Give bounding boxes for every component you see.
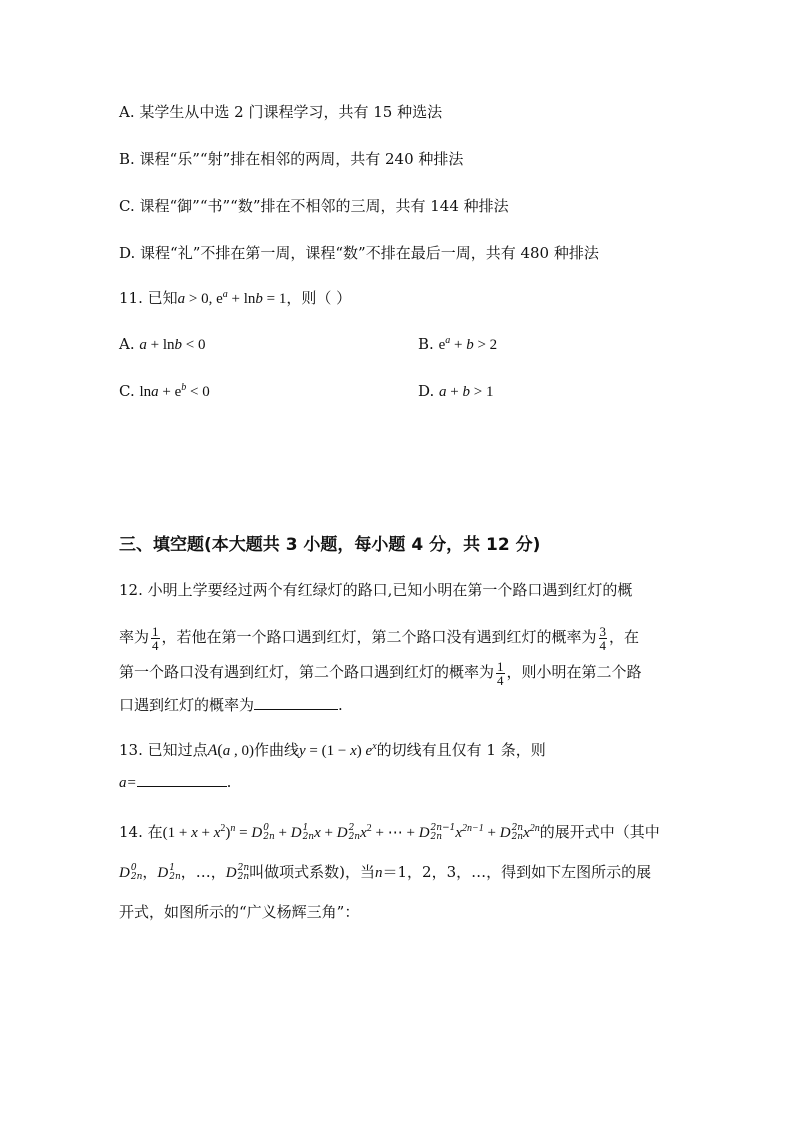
q11-prefix: 11. 已知 [119,289,178,307]
q14-line-1: 14. 在$(1 + x + x^2)^n = D$ 0 2n + D 1 2n x + D 2 2n $x^2$ + ⋯ + D 2n−1 2n $x^{2n-1} + D$ 2n 2n $x^{2n}$的展开式中（其中 [119,823,660,842]
q14-text: 叫做项式系数)，当 [249,863,376,881]
q12-line-4 [119,695,343,715]
fraction-one-quarter: $\frac{1}{4}$ [152,623,159,653]
q11-option-b-label: B. [418,335,434,353]
q14-text: ＝1，2，3，…，得到如下左图所示的展 [382,863,652,881]
q12-line-2 [119,622,639,652]
q12-text: 率为 [119,628,150,646]
q14-line-3: 开式，如图所示的“广义杨辉三角”： [119,903,360,921]
q11-stem: 11. 已知a > 0, $e^a + \ln b = 1$，则（ ） [119,289,352,307]
q10-option-c: C. 课程“御”“书”“数”排在不相邻的三周，共有 144 种排法 [119,197,509,215]
answer-blank[interactable] [254,695,338,710]
fraction-one-quarter: $\frac{1}{4}$ [497,658,504,688]
q12-text: ，则小明在第二个路 [506,663,642,681]
q13-line-1: 13. 已知过点A(a , 0)作曲线y = (1 − x) $e^x$的切线有且仅有 1 条，则 [119,741,546,759]
q13-text: 13. 已知过点 [119,741,208,759]
q11-condition: a [177,291,186,307]
q13-text: 作曲线 [253,741,299,759]
q11-option-d-label: D. [418,382,435,400]
q13-answer-label: a= [119,775,137,791]
answer-blank[interactable] [137,772,227,787]
q10-option-d: D. 课程“礼”不排在第一周，课程“数”不排在最后一周，共有 480 种排法 [119,244,599,262]
q14-text: 的展开式中（其中 [539,823,660,841]
q12-text: 口遇到红灯的概率为 [119,696,255,714]
q11-option-c-label: C. [119,382,135,400]
q13-line-2 [119,772,231,793]
q11-option-b: B. $e^a + b > 2$ [418,335,498,353]
q12-line-1: 12. 小明上学要经过两个有红绿灯的路口,已知小明在第一个路口遇到红灯的概 [119,581,633,599]
fraction-three-quarters: $\frac{3}{4}$ [599,623,607,653]
q14-line-2: D 0 2n ，D 1 2n ，…，D 2n 2n 叫做项式系数)，当n＝1，2，3，…，得到如下左图所示的展 [119,863,652,882]
q14-text: 14. 在 [119,823,163,841]
q12-text: ，在 [609,628,640,646]
q12-text: 第一个路口没有遇到红灯，第二个路口遇到红灯的概率为 [119,663,495,681]
q10-option-b: B. 课程“乐”“射”排在相邻的两周，共有 240 种排法 [119,150,464,168]
q11-suffix: ，则（ ） [286,289,352,307]
q11-option-c: C. $\ln a + e^b < 0$ [119,382,210,400]
q10-option-a: A. 某学生从中选 2 门课程学习，共有 15 种选法 [119,103,443,121]
q13-text: 的切线有且仅有 1 条，则 [376,741,546,759]
q12-text: ，若他在第一个路口遇到红灯，第二个路口没有遇到红灯的概率为 [161,628,597,646]
q11-option-d: D. a + b > 1 [418,382,494,400]
q11-option-a-label: A. [119,335,135,353]
q11-option-a: A. a + lnb < 0 [119,335,206,353]
q12-text: . [338,696,343,714]
q13-text: . [226,773,232,791]
section-heading: 三、填空题(本大题共 3 小题，每小题 4 分，共 12 分) [119,535,541,555]
q12-line-3 [119,657,642,687]
